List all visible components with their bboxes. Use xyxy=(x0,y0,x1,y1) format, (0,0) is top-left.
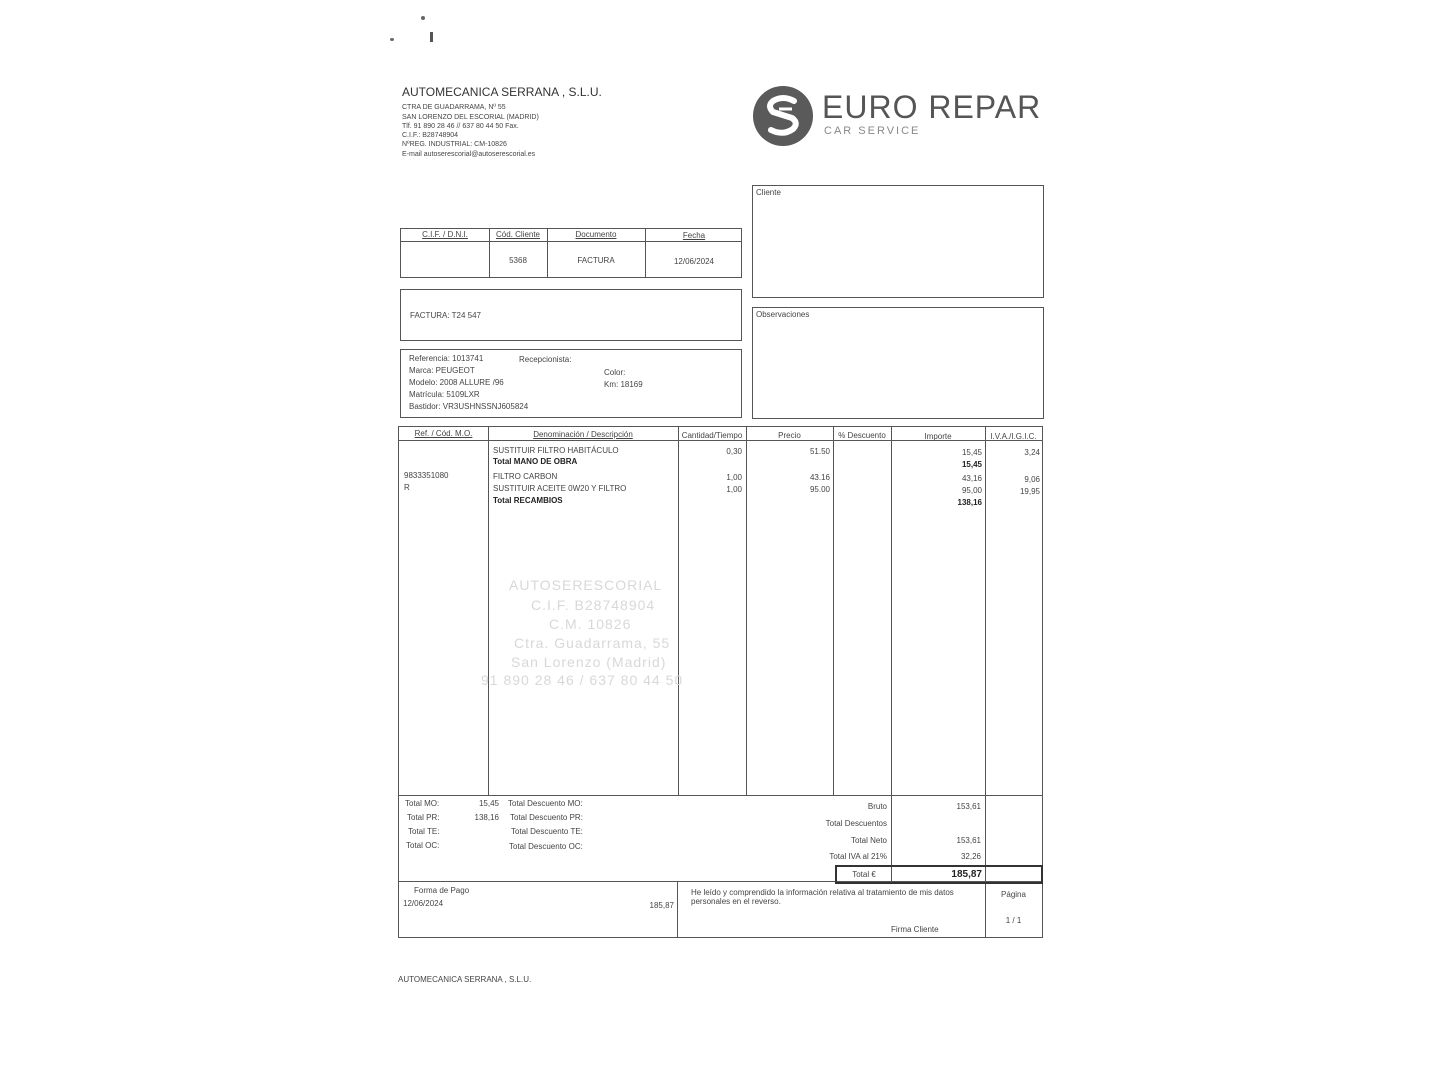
stamp-line: C.M. 10826 xyxy=(549,616,632,632)
company-city: SAN LORENZO DEL ESCORIAL (MADRID) xyxy=(402,114,539,121)
bruto-label: Bruto xyxy=(867,802,887,811)
vehicle-box xyxy=(400,349,742,418)
total-oc-discount: Total Descuento OC: xyxy=(509,842,583,851)
stamp-line: San Lorenzo (Madrid) xyxy=(511,654,667,670)
row-price: 51.50 xyxy=(809,447,830,456)
row-description: FILTRO CARBON xyxy=(493,472,558,481)
logo-brand: EURO REPAR xyxy=(822,89,1042,125)
client-box xyxy=(752,185,1044,298)
company-name: AUTOMECANICA SERRANA , S.L.U. xyxy=(402,85,602,99)
row-price: 95.00 xyxy=(809,485,830,494)
invoice-box xyxy=(400,289,742,341)
row-quantity: 1,00 xyxy=(726,473,742,482)
euro-repar-emblem-icon xyxy=(752,85,814,147)
value-document: FACTURA xyxy=(577,256,615,265)
header-date: Fecha xyxy=(682,231,706,240)
company-reg: NºREG. INDUSTRIAL: CM-10826 xyxy=(402,141,507,148)
row-description: Total RECAMBIOS xyxy=(493,496,563,505)
header-client-code: Cód. Cliente xyxy=(495,230,541,239)
total-mo-value: 15,45 xyxy=(478,799,499,808)
payment-date: 12/06/2024 xyxy=(403,899,444,908)
header-table xyxy=(400,228,742,278)
row-ref: R xyxy=(404,483,410,492)
total-pr-label: Total PR: xyxy=(407,813,440,822)
col-discount: % Descuento xyxy=(838,431,886,440)
vehicle-receptionist: Recepcionista: xyxy=(519,355,572,364)
row-ref: 9833351080 xyxy=(404,471,449,480)
grand-total-box xyxy=(835,865,1043,884)
vehicle-plate: Matrícula: 5109LXR xyxy=(409,390,480,399)
vehicle-vin: Bastidor: VR3USHNSSNJ605824 xyxy=(409,402,529,411)
company-phone: Tlf. 91 890 28 46 // 637 80 44 50 Fax. xyxy=(402,123,519,130)
total-te-label: Total TE: xyxy=(408,827,440,836)
privacy-notice-line-2: personales en el reverso. xyxy=(691,897,781,906)
col-price: Precio xyxy=(778,431,801,440)
euro-repar-logo xyxy=(752,85,1052,147)
vehicle-km: Km: 18169 xyxy=(604,380,643,389)
total-oc-label: Total OC: xyxy=(406,841,440,850)
logo-tagline: CAR SERVICE xyxy=(824,125,921,137)
payment-method-label: Forma de Pago xyxy=(414,886,470,895)
vehicle-brand: Marca: PEUGEOT xyxy=(409,366,475,375)
observations-box xyxy=(752,307,1044,419)
stamp-line: AUTOSERESCORIAL xyxy=(509,577,663,593)
header-document: Documento xyxy=(575,230,617,239)
company-cif: C.I.F.: B28748904 xyxy=(402,132,459,139)
col-ref: Ref. / Cód. M.O. xyxy=(414,429,473,438)
total-pr-value: 138,16 xyxy=(474,813,499,822)
row-amount: 95,00 xyxy=(961,486,982,495)
row-vat: 9,06 xyxy=(1024,475,1040,484)
row-vat: 3,24 xyxy=(1024,448,1040,457)
scan-speck xyxy=(430,32,433,42)
discounts-label: Total Descuentos xyxy=(825,819,887,828)
col-vat: I.V.A./I.G.I.C. xyxy=(990,432,1037,441)
footer-company: AUTOMECANICA SERRANA , S.L.U. xyxy=(398,975,532,984)
row-amount: 43,16 xyxy=(961,474,982,483)
row-amount: 138,16 xyxy=(957,498,982,507)
invoice-number: FACTURA: T24 547 xyxy=(410,311,481,320)
stamp-line: 91 890 28 46 / 637 80 44 50 xyxy=(481,672,684,688)
vehicle-model: Modelo: 2008 ALLURE /96 xyxy=(409,378,504,387)
row-price: 43.16 xyxy=(809,473,830,482)
total-mo-label: Total MO: xyxy=(405,799,440,808)
total-pr-discount: Total Descuento PR: xyxy=(510,813,583,822)
client-signature-label: Firma Cliente xyxy=(891,925,939,934)
company-email: E-mail autoserescorial@autoserescorial.es xyxy=(402,151,536,158)
page-label: Página xyxy=(1001,890,1026,899)
client-label: Cliente xyxy=(756,188,781,197)
scan-speck xyxy=(421,16,425,20)
row-description: SUSTITUIR ACEITE 0W20 Y FILTRO xyxy=(493,484,627,493)
row-vat: 19,95 xyxy=(1019,487,1040,496)
header-cif: C.I.F. / D.N.I. xyxy=(422,230,468,239)
col-description: Denominación / Descripción xyxy=(533,430,633,439)
value-date: 12/06/2024 xyxy=(673,257,715,266)
row-quantity: 0,30 xyxy=(726,447,742,456)
row-quantity: 1,00 xyxy=(726,485,742,494)
privacy-notice-line-1: He leído y comprendido la información relativa al tratamiento de mis datos xyxy=(691,888,954,897)
vehicle-color: Color: xyxy=(604,368,626,377)
row-amount: 15,45 xyxy=(961,448,982,457)
vat-total-value: 32,26 xyxy=(960,852,981,861)
row-description: SUSTITUIR FILTRO HABITÁCULO xyxy=(493,446,619,455)
total-te-discount: Total Descuento TE: xyxy=(511,827,583,836)
row-amount: 15,45 xyxy=(961,460,982,469)
bruto-value: 153,61 xyxy=(956,802,981,811)
scan-speck xyxy=(390,38,394,41)
payment-amount: 185,87 xyxy=(649,901,674,910)
vehicle-reference: Referencia: 1013741 xyxy=(409,354,484,363)
grand-total-label: Total € xyxy=(852,870,876,879)
company-address: CTRA DE GUADARRAMA, Nº 55 xyxy=(402,104,506,111)
total-mo-discount: Total Descuento MO: xyxy=(508,799,583,808)
observations-label: Observaciones xyxy=(756,310,810,319)
stamp-line: Ctra. Guadarrama, 55 xyxy=(514,635,671,651)
stamp-line: C.I.F. B28748904 xyxy=(531,597,656,613)
lines-table xyxy=(398,426,1043,938)
vat-total-label: Total IVA al 21% xyxy=(829,852,887,861)
page-value: 1 / 1 xyxy=(1005,916,1022,925)
net-value: 153,61 xyxy=(956,836,981,845)
row-description: Total MANO DE OBRA xyxy=(493,457,578,466)
col-quantity: Cantidad/Tiempo xyxy=(681,431,743,440)
value-client-code: 5368 xyxy=(509,256,527,265)
col-amount: Importe xyxy=(924,432,952,441)
grand-total-value: 185,87 xyxy=(951,869,982,880)
net-label: Total Neto xyxy=(850,836,887,845)
